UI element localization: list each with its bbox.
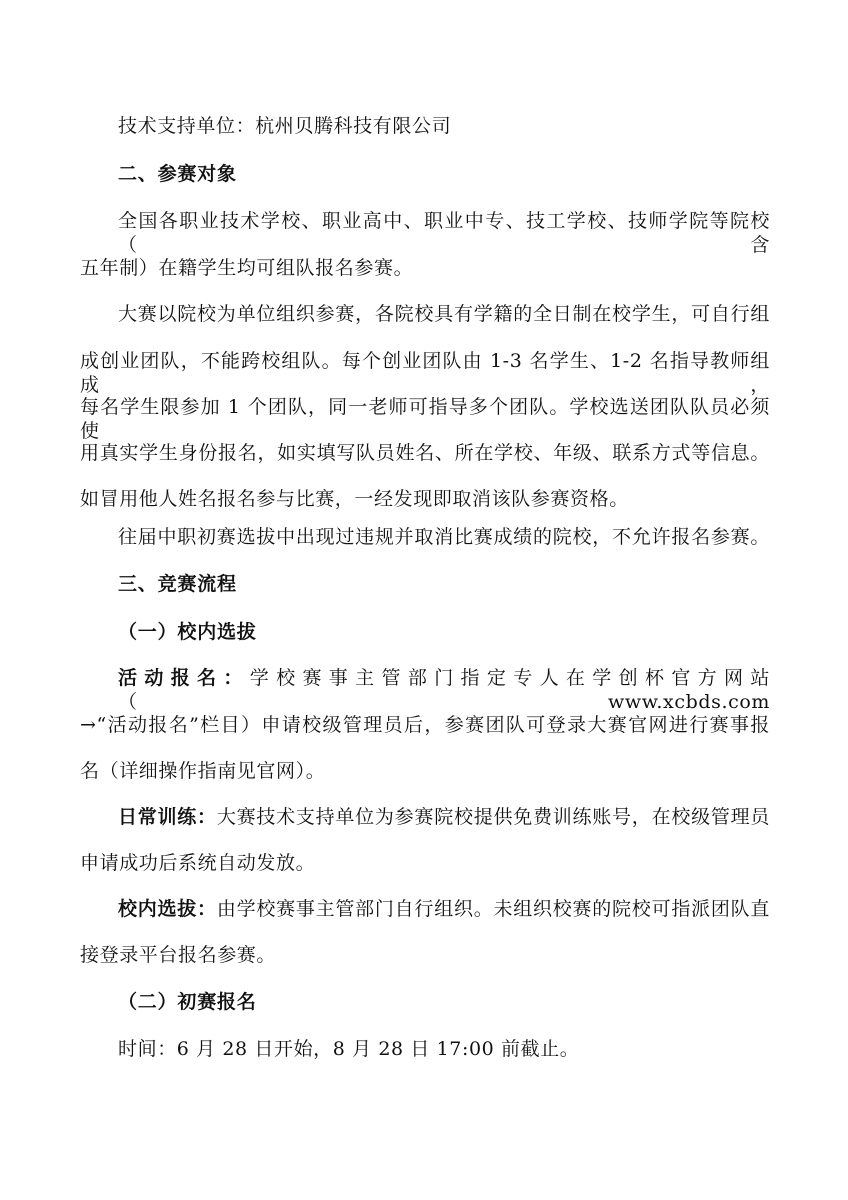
subsection-heading-school-selection: （一）校内选拔 bbox=[118, 621, 257, 643]
section-heading-process: 三、竞赛流程 bbox=[118, 573, 237, 595]
signup-lead: 活动报名： bbox=[118, 667, 250, 689]
selection-text: 由学校赛事主管部门自行组织。未组织校赛的院校可指派团队直 bbox=[216, 898, 770, 920]
section-heading-participants: 二、参赛对象 bbox=[118, 163, 237, 185]
paragraph-line: 如冒用他人姓名报名参与比赛，一经发现即取消该队参赛资格。 bbox=[80, 488, 629, 510]
paragraph-line: 用真实学生身份报名，如实填写队员姓名、所在学校、年级、联系方式等信息。 bbox=[80, 442, 770, 464]
paragraph-line: 名（详细操作指南见官网）。 bbox=[80, 760, 326, 782]
paragraph-line: →“活动报名”栏目）申请校级管理员后，参赛团队可登录大赛官网进行赛事报 bbox=[80, 714, 770, 736]
selection-lead: 校内选拔： bbox=[118, 898, 217, 920]
paragraph-line: 接登录平台报名参赛。 bbox=[80, 944, 277, 966]
subsection-heading-preliminary-signup: （二）初赛报名 bbox=[118, 991, 257, 1013]
selection-line bbox=[118, 897, 770, 921]
paragraph-line: 往届中职初赛选拔中出现过违规并取消比赛成绩的院校，不允许报名参赛。 bbox=[118, 526, 770, 548]
signup-line bbox=[118, 666, 770, 714]
support-unit-line: 技术支持单位：杭州贝腾科技有限公司 bbox=[118, 115, 452, 137]
paragraph-line: 五年制）在籍学生均可组队报名参赛。 bbox=[80, 257, 414, 279]
preliminary-time-line: 时间：6 月 28 日开始，8 月 28 日 17:00 前截止。 bbox=[118, 1038, 580, 1060]
paragraph-line: 大赛以院校为单位组织参赛，各院校具有学籍的全日制在校学生，可自行组 bbox=[118, 303, 770, 325]
paragraph-line: 成创业团队，不能跨校组队。每个创业团队由 1-3 名学生、1-2 名指导教师组成， bbox=[80, 350, 770, 396]
training-line bbox=[118, 805, 770, 829]
training-lead: 日常训练： bbox=[118, 806, 217, 828]
paragraph-line: 每名学生限参加 1 个团队，同一老师可指导多个团队。学校选送团队队员必须使 bbox=[80, 396, 770, 442]
signup-text: 学校赛事主管部门指定专人在学创杯官方网站（www.xcbds.com bbox=[118, 667, 770, 713]
paragraph-line: 全国各职业技术学校、职业高中、职业中专、技工学校、技师学院等院校（含 bbox=[118, 210, 770, 256]
paragraph-line: 申请成功后系统自动发放。 bbox=[80, 852, 316, 874]
training-text: 大赛技术支持单位为参赛院校提供免费训练账号，在校级管理员 bbox=[216, 806, 770, 828]
